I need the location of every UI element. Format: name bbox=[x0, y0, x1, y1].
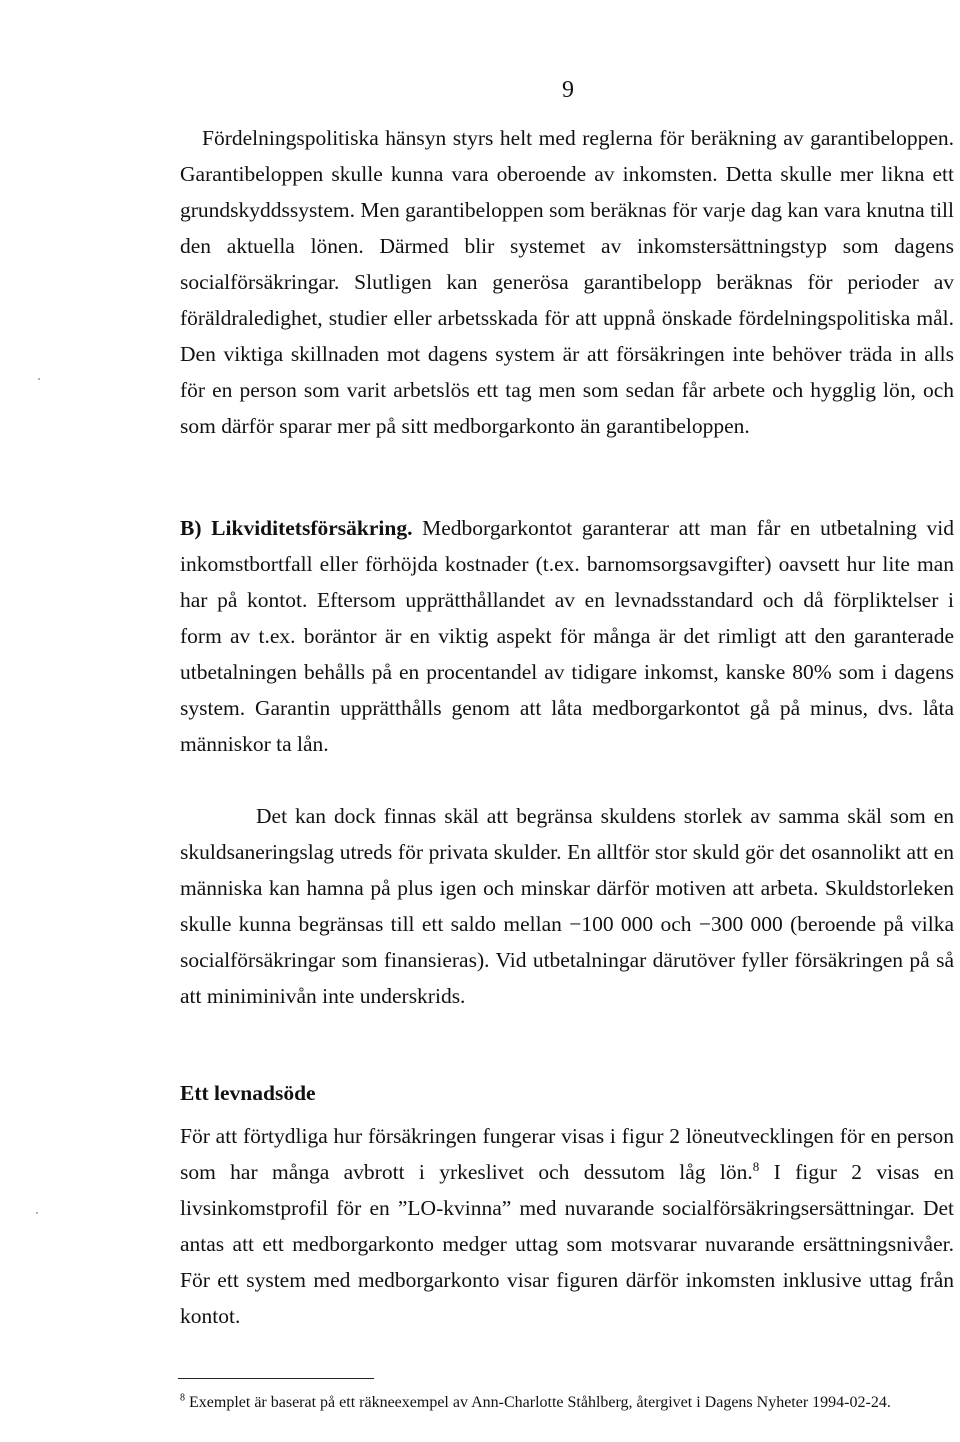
footnote-marker: 8 bbox=[180, 1392, 185, 1404]
paragraph-liquidity-insurance-text: Medborgarkontot garanterar att man får en utbetalning vid inkomstbortfall eller förhöjda kostnader (t.ex. barnomsorgsavgifter) oavsett hur lite man har på kontot. Eftersom upprätthållandet av en levnadsstandard och då förpliktelser i form av t.ex. boräntor är en viktig aspekt för många är det rimligt att den garanterade utbetalningen behålls på en procentandel av tidigare inkomst, kanske 80% som i dagens system. Garantin upprätthålls genom att låta medborgarkontot gå på minus, dvs. låta människor ta lån. bbox=[180, 516, 954, 756]
section-heading: Ett levnadsöde bbox=[180, 1081, 316, 1105]
inline-heading-liquidity-insurance: B) Likviditetsförsäkring. bbox=[180, 516, 413, 540]
paragraph-liquidity-insurance bbox=[180, 510, 954, 762]
footnote-reference: 8 bbox=[752, 1158, 760, 1174]
paragraph-life-story bbox=[180, 1118, 954, 1334]
paragraph-life-story-text-start: För att förtydliga hur försäkringen fungerar visas i figur 2 löneutvecklingen för en person som har många avbrott i yrkeslivet och dessutom låg lön. bbox=[180, 1124, 954, 1184]
scan-speck bbox=[36, 1212, 38, 1214]
paragraph-distribution-policy: Fördelningspolitiska hänsyn styrs helt med reglerna för beräkning av garantibeloppen. Garantibeloppen skulle kunna vara oberoende av inkomsten. Detta skulle mer likna ett grundskyddssystem. Men garantibeloppen som beräknas för varje dag kan vara knutna till den aktuella lönen. Därmed blir systemet av inkomstersättningstyp som dagens socialförsäkringar. Slutligen kan generösa garantibelopp beräknas för perioder av föräldraledighet, studier eller arbetsskada för att uppnå önskade fördelningspolitiska mål. Den viktiga skillnaden mot dagens system är att försäkringen inte behöver träda in alls för en person som varit arbetslös ett tag men som sedan får arbete och hygglig lön, och som därför sparar mer på sitt medborgarkonto än garantibeloppen. bbox=[180, 126, 954, 438]
page-number: 9 bbox=[562, 77, 574, 103]
footnote-divider bbox=[178, 1378, 374, 1379]
footnote bbox=[180, 1392, 954, 1414]
scan-speck bbox=[38, 378, 40, 380]
paragraph-life-story-text-end: I figur 2 visas en livsinkomstprofil för en ”LO-kvinna” med nuvarande socialförsäkringsersättningar. Det antas att ett medborgarkonto medger uttag som motsvarar nuvarande ersättningsnivåer. För ett system med medborgarkonto visar figuren därför inkomsten inklusive uttag från kontot. bbox=[180, 1160, 954, 1328]
footnote-text: Exemplet är baserat på ett räkneexempel av Ann-Charlotte Ståhlberg, återgivet i Dagens Nyheter 1994-02-24. bbox=[185, 1394, 891, 1411]
paragraph-debt-limit: Det kan dock finnas skäl att begränsa skuldens storlek av samma skäl som en skuldsaneringslag utreds för privata skulder. En alltför stor skuld gör det osannolikt att en människa kan hamna på plus igen och minskar därför motiven att arbeta. Skuldstorleken skulle kunna begränsas till ett saldo mellan −100 000 och −300 000 (beroende på vilka socialförsäkringar som finansieras). Vid utbetalningar därutöver fyller försäkringen på så att miniminivån inte underskrids. bbox=[180, 804, 954, 1008]
